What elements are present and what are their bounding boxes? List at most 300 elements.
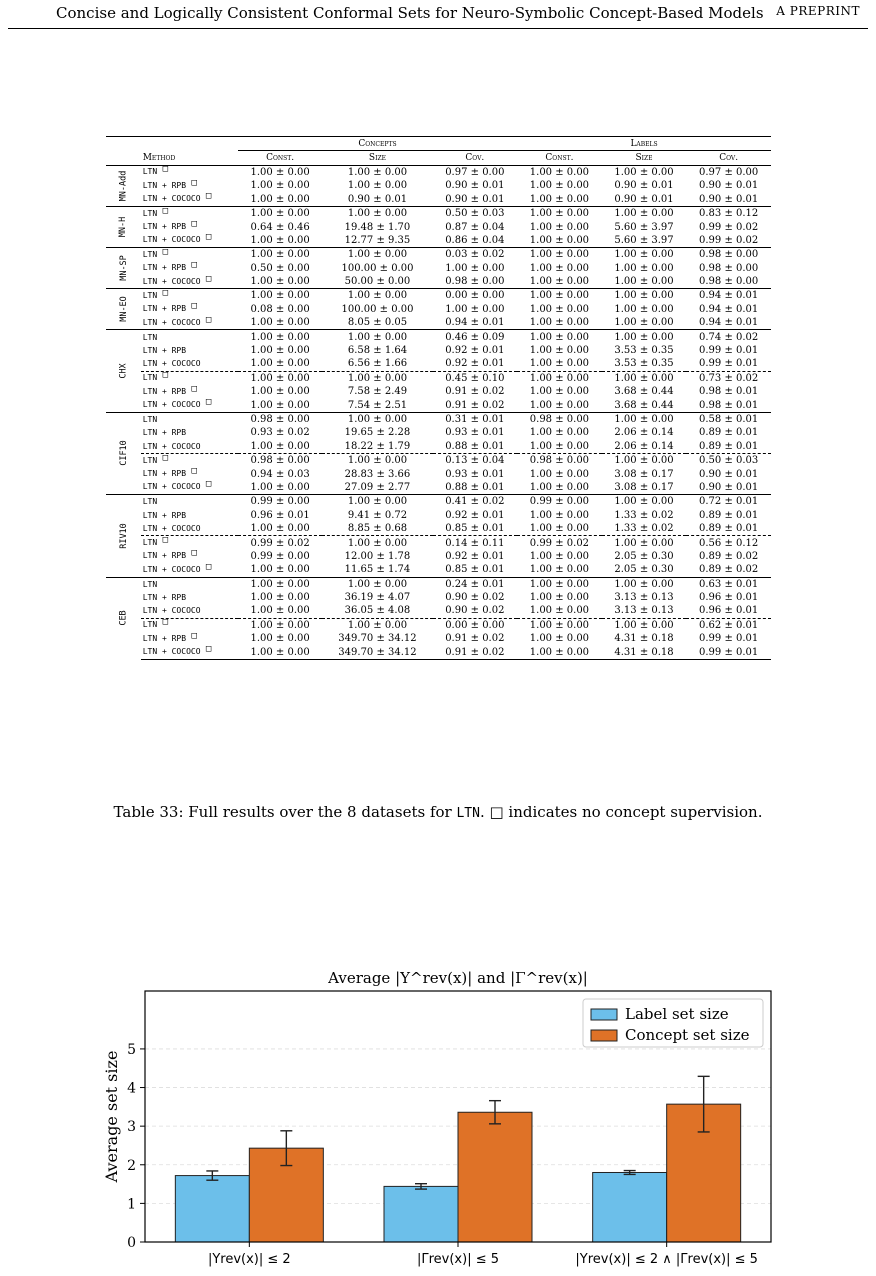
table-row [106, 495, 771, 509]
value-cell: 1.00 ± 0.00 [602, 248, 687, 262]
dataset-name: CEB [118, 610, 129, 627]
table-row [106, 357, 771, 371]
value-cell: 1.00 ± 0.00 [529, 427, 590, 439]
value-cell: 1.00 ± 0.00 [602, 371, 687, 385]
col-header: Size [602, 151, 687, 165]
method-cell [141, 398, 238, 412]
value-cell: 0.97 ± 0.00 [433, 165, 518, 179]
value-cell: 0.90 ± 0.01 [699, 481, 759, 493]
value-cell: 0.24 ± 0.01 [433, 577, 518, 591]
no-supervision-box-icon: □ [200, 561, 212, 572]
value-cell: 6.56 ± 1.66 [347, 358, 408, 370]
chart-title: Average |Υ^rev(x)| and |Γ^rev(x)| [328, 969, 588, 987]
value-cell: 0.99 ± 0.00 [250, 550, 310, 562]
no-supervision-box-icon: □ [200, 273, 212, 284]
method-name: LTN [142, 620, 158, 630]
value-cell: 0.91 ± 0.02 [445, 399, 505, 411]
x-tick-label: |Υrev(x)| ≤ 2 ∧ |Γrev(x)| ≤ 5 [575, 1252, 758, 1267]
method-cell [141, 412, 238, 426]
value-cell: 1.00 ± 0.00 [238, 645, 323, 659]
value-cell: 1.00 ± 0.00 [238, 577, 323, 591]
x-tick-label: |Γrev(x)| ≤ 5 [416, 1252, 500, 1267]
value-cell: 28.83 ± 3.66 [344, 468, 411, 480]
value-cell: 1.00 ± 0.00 [238, 618, 323, 632]
value-cell: 0.97 ± 0.00 [686, 165, 771, 179]
value-cell: 1.00 ± 0.00 [517, 577, 602, 591]
value-cell: 1.00 ± 0.00 [322, 371, 432, 385]
method-cell [141, 481, 238, 495]
value-cell: 0.56 ± 0.12 [686, 536, 771, 550]
value-cell: 1.00 ± 0.00 [614, 303, 674, 315]
method-cell [141, 316, 238, 330]
value-cell: 0.98 ± 0.00 [686, 248, 771, 262]
value-cell: 1.00 ± 0.00 [238, 248, 323, 262]
table-row [106, 275, 771, 289]
no-supervision-box-icon: □ [200, 644, 212, 655]
no-supervision-box-icon: □ [186, 260, 197, 271]
value-cell: 3.68 ± 0.44 [614, 399, 674, 411]
value-cell: 0.93 ± 0.01 [445, 427, 505, 439]
value-cell: 0.13 ± 0.04 [433, 453, 518, 467]
table-row [106, 248, 771, 262]
no-supervision-box-icon: □ [186, 466, 197, 477]
value-cell: 1.00 ± 0.00 [250, 633, 310, 645]
method-name: LTN + COCOCO [142, 647, 201, 657]
method-name: LTN + RPB [142, 469, 187, 479]
method-cell [141, 495, 238, 509]
method-name: LTN + COCOCO [142, 317, 201, 327]
value-cell: 2.06 ± 0.14 [614, 440, 674, 452]
method-cell [141, 371, 238, 385]
value-cell: 8.05 ± 0.05 [347, 317, 408, 329]
dataset-label [106, 577, 141, 659]
value-cell: 0.63 ± 0.01 [686, 577, 771, 591]
value-cell: 0.98 ± 0.00 [699, 276, 759, 288]
method-name: LTN + RPB [142, 428, 187, 438]
table-row [106, 316, 771, 330]
value-cell: 12.77 ± 9.35 [344, 234, 411, 246]
results-table [106, 136, 771, 660]
value-cell: 3.53 ± 0.35 [614, 345, 674, 357]
value-cell: 0.90 ± 0.01 [347, 193, 408, 205]
running-title: Concise and Logically Consistent Conformal Sets for Neuro-Symbolic Concept-Based Models [56, 4, 764, 22]
value-cell: 100.00 ± 0.00 [341, 303, 414, 315]
table-row [106, 412, 771, 426]
col-header: Const. [238, 151, 323, 165]
value-cell: 1.00 ± 0.00 [602, 577, 687, 591]
value-cell: 1.00 ± 0.00 [445, 303, 505, 315]
table-row [106, 440, 771, 454]
method-name: LTN + COCOCO [142, 235, 201, 245]
method-cell [141, 632, 238, 645]
legend-swatch [591, 1030, 617, 1041]
value-cell: 1.00 ± 0.00 [517, 330, 602, 344]
method-name: LTN + RPB [142, 633, 187, 643]
value-cell: 2.06 ± 0.14 [614, 427, 674, 439]
value-cell: 1.00 ± 0.00 [322, 495, 432, 509]
preprint-tag: A PREPRINT [776, 4, 860, 18]
value-cell: 1.00 ± 0.00 [517, 645, 602, 659]
value-cell: 1.00 ± 0.00 [614, 276, 674, 288]
value-cell: 1.00 ± 0.00 [614, 262, 674, 274]
value-cell: 0.99 ± 0.02 [699, 221, 759, 233]
value-cell: 0.94 ± 0.03 [250, 468, 310, 480]
method-cell [141, 275, 238, 289]
value-cell: 1.00 ± 0.00 [602, 206, 687, 220]
method-cell [141, 303, 238, 316]
value-cell: 1.00 ± 0.00 [322, 412, 432, 426]
value-cell: 1.00 ± 0.00 [529, 481, 590, 493]
table-row [106, 426, 771, 439]
value-cell: 1.00 ± 0.00 [250, 386, 310, 398]
method-name: LTN + COCOCO [142, 524, 201, 534]
method-name: LTN + RPB [142, 263, 187, 273]
dataset-name: MN-H [118, 216, 129, 238]
value-cell: 0.72 ± 0.01 [686, 495, 771, 509]
value-cell: 1.00 ± 0.00 [322, 453, 432, 467]
y-axis-label: Average set size [102, 1050, 121, 1183]
value-cell: 1.00 ± 0.00 [529, 386, 590, 398]
dataset-name: MN-EO [118, 296, 129, 323]
value-cell: 0.89 ± 0.02 [699, 564, 759, 576]
value-cell: 0.90 ± 0.01 [699, 468, 759, 480]
table-row [106, 453, 771, 467]
value-cell: 1.00 ± 0.00 [322, 618, 432, 632]
no-supervision-box-icon: □ [200, 314, 212, 325]
no-supervision-box-icon: □ [186, 301, 197, 312]
table-row [106, 165, 771, 179]
value-cell: 0.14 ± 0.11 [433, 536, 518, 550]
value-cell: 0.92 ± 0.01 [445, 358, 505, 370]
value-cell: 1.00 ± 0.00 [529, 193, 590, 205]
no-supervision-box-icon: □ [186, 177, 197, 188]
table-row [106, 262, 771, 275]
value-cell: 11.65 ± 1.74 [344, 564, 411, 576]
value-cell: 0.50 ± 0.00 [250, 262, 310, 274]
no-supervision-box-icon: □ [186, 383, 197, 394]
y-tick-label: 0 [127, 1235, 136, 1251]
no-supervision-box-icon: □ [157, 452, 169, 463]
value-cell: 0.31 ± 0.01 [433, 412, 518, 426]
value-cell: 0.99 ± 0.01 [699, 358, 759, 370]
dataset-label [106, 289, 141, 330]
method-name: LTN [142, 579, 158, 589]
value-cell: 3.13 ± 0.13 [614, 605, 674, 617]
no-supervision-box-icon: □ [157, 535, 169, 546]
value-cell: 0.90 ± 0.01 [699, 193, 759, 205]
value-cell: 3.13 ± 0.13 [614, 592, 674, 604]
value-cell: 1.00 ± 0.00 [250, 605, 310, 617]
value-cell: 1.00 ± 0.00 [238, 206, 323, 220]
caption-suffix: . □ indicates no concept supervision. [479, 803, 763, 821]
no-supervision-box-icon: □ [200, 479, 212, 490]
value-cell: 5.60 ± 3.97 [614, 221, 674, 233]
method-cell [141, 357, 238, 371]
value-cell: 3.53 ± 0.35 [614, 358, 674, 370]
value-cell: 0.00 ± 0.00 [433, 289, 518, 303]
label-size-bar [384, 1186, 458, 1242]
no-supervision-box-icon: □ [200, 397, 212, 408]
dataset-name: MN-Add [118, 170, 129, 202]
value-cell: 0.90 ± 0.01 [614, 180, 674, 192]
value-cell: 0.98 ± 0.00 [699, 262, 759, 274]
value-cell: 0.90 ± 0.01 [614, 193, 674, 205]
value-cell: 1.00 ± 0.00 [250, 234, 310, 246]
value-cell: 1.00 ± 0.00 [529, 399, 590, 411]
value-cell: 0.00 ± 0.00 [433, 618, 518, 632]
table-row [106, 509, 771, 522]
no-supervision-box-icon: □ [200, 232, 212, 243]
dataset-name: RIV10 [118, 523, 129, 549]
value-cell: 1.00 ± 0.00 [602, 165, 687, 179]
value-cell: 3.68 ± 0.44 [614, 386, 674, 398]
corner-cell [141, 137, 238, 151]
value-cell: 1.00 ± 0.00 [529, 605, 590, 617]
dataset-label [106, 495, 141, 577]
no-supervision-box-icon: □ [186, 219, 197, 230]
value-cell: 0.46 ± 0.09 [433, 330, 518, 344]
value-cell: 1.00 ± 0.00 [602, 330, 687, 344]
col-header: Const. [517, 151, 602, 165]
method-name: LTN + RPB [142, 386, 187, 396]
method-name: LTN [142, 497, 158, 507]
y-tick-label: 3 [127, 1119, 136, 1136]
concept-size-bar [458, 1112, 532, 1242]
table-row [106, 618, 771, 632]
caption-mono: LTN [456, 806, 480, 821]
value-cell: 1.33 ± 0.02 [614, 509, 674, 521]
value-cell: 7.58 ± 2.49 [347, 386, 408, 398]
value-cell: 1.00 ± 0.00 [529, 180, 590, 192]
value-cell: 349.70 ± 34.12 [338, 633, 417, 645]
value-cell: 1.00 ± 0.00 [347, 180, 408, 192]
value-cell: 1.00 ± 0.00 [529, 276, 590, 288]
dataset-label [106, 165, 141, 206]
method-cell [141, 179, 238, 192]
method-name: LTN [142, 373, 158, 383]
value-cell: 2.05 ± 0.30 [614, 550, 674, 562]
value-cell: 3.08 ± 0.17 [614, 468, 674, 480]
no-supervision-box-icon: □ [186, 548, 197, 559]
value-cell: 1.00 ± 0.00 [250, 180, 310, 192]
value-cell: 36.19 ± 4.07 [344, 592, 411, 604]
y-tick-label: 2 [127, 1157, 136, 1174]
value-cell: 1.00 ± 0.00 [529, 550, 590, 562]
table-row [106, 481, 771, 495]
group-concepts: Concepts [238, 137, 517, 151]
method-name: LTN [142, 332, 158, 342]
dataset-label [106, 412, 141, 494]
value-cell: 1.00 ± 0.00 [250, 399, 310, 411]
value-cell: 0.99 ± 0.02 [238, 536, 323, 550]
method-name: LTN + COCOCO [142, 482, 201, 492]
value-cell: 8.85 ± 0.68 [347, 523, 408, 535]
value-cell: 4.31 ± 0.18 [614, 633, 674, 645]
value-cell: 1.00 ± 0.00 [529, 592, 590, 604]
corner-cell [106, 137, 141, 151]
method-cell [141, 550, 238, 563]
value-cell: 1.00 ± 0.00 [250, 564, 310, 576]
value-cell: 1.00 ± 0.00 [602, 495, 687, 509]
value-cell: 0.73 ± 0.02 [686, 371, 771, 385]
value-cell: 1.00 ± 0.00 [529, 468, 590, 480]
value-cell: 1.00 ± 0.00 [614, 317, 674, 329]
value-cell: 1.00 ± 0.00 [602, 536, 687, 550]
value-cell: 6.58 ± 1.64 [347, 345, 408, 357]
method-name: LTN + RPB [142, 180, 187, 190]
value-cell: 2.05 ± 0.30 [614, 564, 674, 576]
value-cell: 1.00 ± 0.00 [322, 165, 432, 179]
value-cell: 0.98 ± 0.00 [238, 412, 323, 426]
value-cell: 0.94 ± 0.01 [445, 317, 505, 329]
label-size-bar [175, 1176, 249, 1242]
corner-cell [106, 151, 141, 165]
value-cell: 0.89 ± 0.01 [699, 440, 759, 452]
table-row [106, 330, 771, 344]
value-cell: 1.00 ± 0.00 [529, 303, 590, 315]
value-cell: 1.00 ± 0.00 [322, 330, 432, 344]
label-size-bar [593, 1172, 667, 1242]
y-tick-label: 4 [127, 1080, 136, 1097]
value-cell: 0.92 ± 0.01 [445, 550, 505, 562]
method-cell [141, 522, 238, 536]
value-cell: 0.98 ± 0.00 [238, 453, 323, 467]
method-name: LTN [142, 208, 158, 218]
value-cell: 0.92 ± 0.01 [445, 509, 505, 521]
no-supervision-box-icon: □ [157, 617, 169, 628]
method-name: LTN [142, 538, 158, 548]
header-rule [8, 28, 868, 29]
value-cell: 18.22 ± 1.79 [344, 440, 411, 452]
col-header: Cov. [433, 151, 518, 165]
value-cell: 50.00 ± 0.00 [344, 276, 411, 288]
value-cell: 0.89 ± 0.01 [699, 523, 759, 535]
value-cell: 0.89 ± 0.01 [699, 509, 759, 521]
value-cell: 0.89 ± 0.01 [699, 427, 759, 439]
method-cell [141, 577, 238, 591]
y-tick-label: 5 [127, 1041, 136, 1058]
method-name: LTN + COCOCO [142, 194, 201, 204]
col-header: Size [322, 151, 432, 165]
value-cell: 1.00 ± 0.00 [322, 577, 432, 591]
value-cell: 1.33 ± 0.02 [614, 523, 674, 535]
value-cell: 0.98 ± 0.01 [699, 399, 759, 411]
col-method: Method [141, 151, 238, 165]
method-cell [141, 220, 238, 233]
value-cell: 1.00 ± 0.00 [238, 165, 323, 179]
value-cell: 0.87 ± 0.04 [445, 221, 505, 233]
value-cell: 27.09 ± 2.77 [344, 481, 411, 493]
value-cell: 0.50 ± 0.03 [686, 453, 771, 467]
method-name: LTN + RPB [142, 222, 187, 232]
method-name: LTN + COCOCO [142, 359, 201, 369]
method-name: LTN [142, 167, 158, 177]
method-name: LTN [142, 455, 158, 465]
caption-prefix: Table 33: Full results over the 8 datasets for [113, 803, 457, 821]
value-cell: 0.91 ± 0.02 [433, 645, 518, 659]
value-cell: 0.99 ± 0.01 [699, 633, 759, 645]
value-cell: 1.00 ± 0.00 [517, 371, 602, 385]
no-supervision-box-icon: □ [186, 630, 197, 641]
value-cell: 7.54 ± 2.51 [347, 399, 408, 411]
value-cell: 1.00 ± 0.00 [250, 276, 310, 288]
method-name: LTN + COCOCO [142, 276, 201, 286]
value-cell: 1.00 ± 0.00 [517, 248, 602, 262]
value-cell: 19.48 ± 1.70 [344, 221, 411, 233]
value-cell: 1.00 ± 0.00 [238, 371, 323, 385]
method-cell [141, 509, 238, 522]
table-row [106, 563, 771, 577]
method-name: LTN + RPB [142, 551, 187, 561]
value-cell: 1.00 ± 0.00 [529, 509, 590, 521]
value-cell: 0.41 ± 0.02 [433, 495, 518, 509]
value-cell: 1.00 ± 0.00 [250, 317, 310, 329]
value-cell: 0.90 ± 0.01 [445, 180, 505, 192]
value-cell: 0.96 ± 0.01 [699, 592, 759, 604]
value-cell: 0.64 ± 0.46 [250, 221, 310, 233]
legend-label: Concept set size [625, 1026, 750, 1044]
method-cell [141, 604, 238, 618]
value-cell: 0.96 ± 0.01 [699, 605, 759, 617]
value-cell: 0.93 ± 0.02 [250, 427, 310, 439]
value-cell: 1.00 ± 0.00 [250, 592, 310, 604]
value-cell: 0.99 ± 0.01 [686, 645, 771, 659]
value-cell: 0.62 ± 0.01 [686, 618, 771, 632]
value-cell: 1.00 ± 0.00 [517, 165, 602, 179]
value-cell: 0.98 ± 0.00 [445, 276, 505, 288]
table-row [106, 645, 771, 659]
method-cell [141, 262, 238, 275]
no-supervision-box-icon: □ [157, 370, 169, 381]
value-cell: 1.00 ± 0.00 [517, 618, 602, 632]
table-row [106, 371, 771, 385]
dataset-label [106, 206, 141, 247]
value-cell: 0.91 ± 0.02 [445, 633, 505, 645]
value-cell: 0.58 ± 0.01 [686, 412, 771, 426]
value-cell: 0.93 ± 0.01 [445, 468, 505, 480]
value-cell: 0.99 ± 0.00 [238, 495, 323, 509]
value-cell: 0.99 ± 0.02 [699, 234, 759, 246]
value-cell: 1.00 ± 0.00 [322, 248, 432, 262]
value-cell: 5.60 ± 3.97 [614, 234, 674, 246]
method-name: LTN + COCOCO [142, 441, 201, 451]
value-cell: 0.90 ± 0.01 [445, 193, 505, 205]
value-cell: 1.00 ± 0.00 [529, 564, 590, 576]
value-cell: 1.00 ± 0.00 [517, 206, 602, 220]
value-cell: 19.65 ± 2.28 [344, 427, 411, 439]
value-cell: 0.89 ± 0.02 [699, 550, 759, 562]
value-cell: 0.03 ± 0.02 [433, 248, 518, 262]
value-cell: 1.00 ± 0.00 [602, 289, 687, 303]
method-cell [141, 563, 238, 577]
table-row [106, 398, 771, 412]
value-cell: 0.99 ± 0.01 [699, 345, 759, 357]
method-name: LTN + COCOCO [142, 606, 201, 616]
value-cell: 3.08 ± 0.17 [614, 481, 674, 493]
method-cell [141, 426, 238, 439]
value-cell: 0.90 ± 0.02 [445, 605, 505, 617]
dataset-name: CHX [118, 363, 129, 379]
table-row [106, 604, 771, 618]
method-cell [141, 234, 238, 248]
value-cell: 0.94 ± 0.01 [699, 317, 759, 329]
method-cell [141, 344, 238, 357]
value-cell: 1.00 ± 0.00 [602, 618, 687, 632]
value-cell: 0.96 ± 0.01 [250, 509, 310, 521]
value-cell: 0.92 ± 0.01 [445, 345, 505, 357]
dataset-name: MN-SP [118, 255, 129, 281]
value-cell: 1.00 ± 0.00 [529, 523, 590, 535]
